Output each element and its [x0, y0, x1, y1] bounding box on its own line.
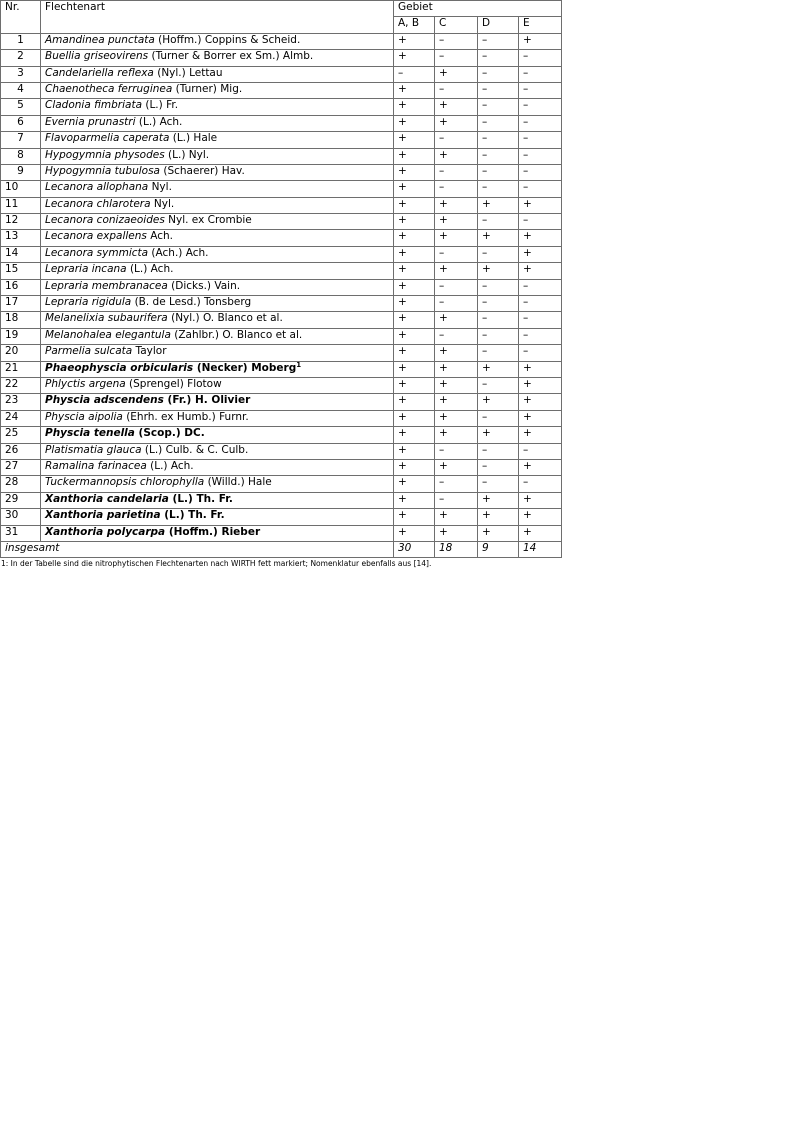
row-number: 20 — [1, 345, 41, 361]
presence-cell: + — [394, 492, 435, 508]
species-name-cell — [41, 164, 394, 180]
presence-cell: + — [519, 263, 562, 279]
species-name-cell — [41, 509, 394, 525]
species-name-cell — [41, 246, 394, 262]
species-genus: Xanthoria candelaria — [45, 492, 169, 505]
presence-cell: + — [519, 509, 562, 525]
table-row — [1, 164, 562, 180]
species-name-cell — [41, 312, 394, 328]
presence-cell: – — [519, 279, 562, 295]
presence-cell: – — [519, 115, 562, 131]
presence-cell: – — [519, 214, 562, 230]
presence-cell: – — [435, 132, 478, 148]
row-number: 7 — [1, 132, 41, 148]
presence-cell: – — [519, 345, 562, 361]
presence-cell: + — [394, 197, 435, 213]
presence-cell: + — [478, 427, 519, 443]
species-genus: Physcia aipolia — [45, 410, 123, 423]
species-name-cell — [41, 181, 394, 197]
presence-cell: + — [478, 525, 519, 541]
species-author: (Scop.) DC. — [138, 427, 205, 440]
species-name-cell — [41, 214, 394, 230]
presence-cell: – — [519, 99, 562, 115]
presence-cell: – — [519, 181, 562, 197]
table-row — [1, 312, 562, 328]
presence-cell: + — [519, 33, 562, 49]
table-row — [1, 427, 562, 443]
species-name-cell — [41, 427, 394, 443]
presence-cell: + — [519, 377, 562, 393]
species-genus: Chaenotheca ferruginea — [45, 82, 173, 95]
species-name-cell — [41, 230, 394, 246]
table-row — [1, 509, 562, 525]
presence-cell: – — [478, 181, 519, 197]
presence-cell: + — [394, 476, 435, 492]
presence-cell: + — [394, 410, 435, 426]
species-genus: Candelariella reflexa — [45, 66, 154, 79]
presence-cell: – — [435, 246, 478, 262]
total-row — [1, 541, 562, 557]
species-author: (L.) Th. Fr. — [172, 492, 233, 505]
presence-cell: – — [519, 132, 562, 148]
table-row — [1, 296, 562, 312]
species-genus: Buellia griseovirens — [45, 50, 149, 63]
species-genus: Parmelia sulcata — [45, 345, 133, 358]
species-genus: Lecanora chlarotera — [45, 197, 151, 210]
presence-cell: – — [519, 66, 562, 82]
table-row — [1, 132, 562, 148]
presence-cell: + — [435, 345, 478, 361]
species-author: (L.) Ach. — [138, 115, 183, 128]
row-number: 25 — [1, 427, 41, 443]
presence-cell: – — [435, 50, 478, 66]
total-label: insgesamt — [1, 541, 394, 557]
species-genus: Platismatia glauca — [45, 443, 142, 456]
table-row — [1, 214, 562, 230]
table-row — [1, 181, 562, 197]
species-name-cell — [41, 82, 394, 98]
presence-cell: – — [519, 296, 562, 312]
presence-cell: – — [435, 296, 478, 312]
presence-cell: – — [478, 148, 519, 164]
presence-cell: – — [478, 50, 519, 66]
species-genus: Melanohalea elegantula — [45, 328, 171, 341]
presence-cell: – — [478, 214, 519, 230]
species-name-cell — [41, 525, 394, 541]
species-name-cell — [41, 115, 394, 131]
presence-cell: + — [394, 99, 435, 115]
presence-cell: – — [478, 328, 519, 344]
species-author: (Nyl.) Lettau — [157, 66, 223, 79]
species-author: Nyl. ex Crombie — [168, 214, 252, 227]
presence-cell: – — [435, 443, 478, 459]
presence-cell: + — [478, 509, 519, 525]
total-count: 18 — [435, 541, 478, 557]
presence-cell: + — [519, 427, 562, 443]
species-name-cell — [41, 476, 394, 492]
presence-cell: – — [478, 312, 519, 328]
species-genus: Xanthoria polycarpa — [45, 525, 166, 538]
presence-cell: + — [394, 50, 435, 66]
presence-cell: – — [478, 476, 519, 492]
table-row — [1, 394, 562, 410]
table-row — [1, 99, 562, 115]
presence-cell: – — [435, 476, 478, 492]
row-number: 5 — [1, 99, 41, 115]
species-author: (Sprengel) Flotow — [129, 377, 222, 390]
species-genus: Phlyctis argena — [45, 377, 126, 390]
presence-cell: + — [394, 279, 435, 295]
presence-cell: + — [394, 345, 435, 361]
table-row — [1, 492, 562, 508]
row-number: 18 — [1, 312, 41, 328]
species-author: Nyl. — [151, 181, 172, 194]
presence-cell: + — [435, 427, 478, 443]
presence-cell: – — [478, 443, 519, 459]
presence-cell: + — [478, 394, 519, 410]
presence-cell: + — [394, 214, 435, 230]
presence-cell: – — [519, 148, 562, 164]
presence-cell: – — [435, 279, 478, 295]
presence-cell: + — [435, 230, 478, 246]
presence-cell: + — [394, 525, 435, 541]
header-species: Flechtenart — [41, 1, 394, 34]
presence-cell: + — [478, 197, 519, 213]
row-number: 30 — [1, 509, 41, 525]
presence-cell: + — [435, 312, 478, 328]
species-name-cell — [41, 410, 394, 426]
row-number: 13 — [1, 230, 41, 246]
species-name-cell — [41, 492, 394, 508]
species-genus: Hypogymnia tubulosa — [45, 164, 160, 177]
species-genus: Physcia adscendens — [45, 394, 164, 407]
row-number: 11 — [1, 197, 41, 213]
presence-cell: + — [394, 263, 435, 279]
footnote-marker: 1 — [296, 361, 302, 369]
presence-cell: + — [519, 230, 562, 246]
presence-cell: – — [435, 328, 478, 344]
table-row — [1, 525, 562, 541]
species-author: (Zahlbr.) O. Blanco et al. — [174, 328, 303, 341]
table-row — [1, 50, 562, 66]
total-count: 14 — [519, 541, 562, 557]
table-row — [1, 33, 562, 49]
presence-cell: – — [519, 50, 562, 66]
species-genus: Lecanora expallens — [45, 230, 147, 243]
presence-cell: + — [435, 459, 478, 475]
presence-cell: + — [435, 66, 478, 82]
header-area-e: E — [519, 17, 562, 33]
presence-cell: + — [394, 230, 435, 246]
species-name-cell — [41, 99, 394, 115]
presence-cell: – — [478, 33, 519, 49]
table-row — [1, 443, 562, 459]
species-author: (L.) Th. Fr. — [164, 509, 225, 522]
presence-cell: + — [478, 492, 519, 508]
table-row — [1, 246, 562, 262]
row-number: 22 — [1, 377, 41, 393]
presence-cell: – — [478, 66, 519, 82]
table-row — [1, 410, 562, 426]
species-genus: Lepraria incana — [45, 263, 127, 276]
presence-cell: – — [435, 181, 478, 197]
table-row — [1, 115, 562, 131]
header-area-c: C — [435, 17, 478, 33]
presence-cell: + — [478, 230, 519, 246]
presence-cell: + — [519, 459, 562, 475]
header-area-d: D — [478, 17, 519, 33]
footnote: 1: In der Tabelle sind die nitrophytischen Flechtenarten nach WIRTH fett markiert; Nomenklatur ebenfalls aus [14]. — [1, 559, 432, 568]
presence-cell: – — [478, 459, 519, 475]
presence-cell: + — [435, 410, 478, 426]
species-author: (L.) Hale — [172, 132, 218, 145]
presence-cell: + — [435, 197, 478, 213]
table-row — [1, 230, 562, 246]
species-author: (Willd.) Hale — [207, 476, 272, 489]
table-row — [1, 263, 562, 279]
species-author: (L.) Ach. — [129, 263, 174, 276]
species-author: (Schaerer) Hav. — [163, 164, 245, 177]
table-row — [1, 476, 562, 492]
lichen-species-table — [0, 0, 562, 558]
presence-cell: + — [478, 361, 519, 377]
species-author: Ach. — [150, 230, 173, 243]
row-number: 29 — [1, 492, 41, 508]
species-name-cell — [41, 345, 394, 361]
presence-cell: + — [435, 148, 478, 164]
row-number: 24 — [1, 410, 41, 426]
presence-cell: + — [394, 394, 435, 410]
table-row — [1, 197, 562, 213]
species-author: (Hoffm.) Coppins & Scheid. — [158, 33, 301, 46]
species-genus: Amandinea punctata — [45, 33, 155, 46]
presence-cell: + — [519, 246, 562, 262]
species-genus: Xanthoria parietina — [45, 509, 161, 522]
presence-cell: + — [394, 459, 435, 475]
presence-cell: + — [519, 492, 562, 508]
species-name-cell — [41, 328, 394, 344]
presence-cell: – — [478, 99, 519, 115]
presence-cell: – — [435, 492, 478, 508]
species-genus: Lecanora symmicta — [45, 246, 149, 259]
presence-cell: + — [435, 99, 478, 115]
row-number: 6 — [1, 115, 41, 131]
row-number: 28 — [1, 476, 41, 492]
presence-cell: + — [394, 312, 435, 328]
species-author: (Turner & Borrer ex Sm.) Almb. — [151, 50, 314, 63]
presence-cell: + — [394, 443, 435, 459]
row-number: 14 — [1, 246, 41, 262]
species-genus: Physcia tenella — [45, 427, 135, 440]
presence-cell: + — [519, 197, 562, 213]
species-author: Nyl. — [153, 197, 175, 210]
species-author: (Ehrh. ex Humb.) Furnr. — [126, 410, 249, 423]
presence-cell: – — [478, 296, 519, 312]
species-author: (Turner) Mig. — [175, 82, 243, 95]
species-genus: Tuckermannopsis chlorophylla — [45, 476, 205, 489]
presence-cell: + — [394, 296, 435, 312]
species-name-cell — [41, 197, 394, 213]
presence-cell: – — [478, 377, 519, 393]
species-author: Taylor — [135, 345, 167, 358]
species-name-cell — [41, 148, 394, 164]
table-row — [1, 345, 562, 361]
species-name-cell — [41, 377, 394, 393]
species-genus: Lecanora allophana — [45, 181, 149, 194]
header-nr: Nr. — [1, 1, 41, 34]
presence-cell: – — [519, 82, 562, 98]
species-name-cell — [41, 66, 394, 82]
row-number: 31 — [1, 525, 41, 541]
presence-cell: + — [435, 214, 478, 230]
species-author: (Ach.) Ach. — [151, 246, 209, 259]
row-number: 10 — [1, 181, 41, 197]
row-number: 8 — [1, 148, 41, 164]
row-number: 27 — [1, 459, 41, 475]
species-genus: Flavoparmelia caperata — [45, 132, 170, 145]
species-author: (Dicks.) Vain. — [171, 279, 241, 292]
presence-cell: + — [435, 377, 478, 393]
row-number: 17 — [1, 296, 41, 312]
species-author: (L.) Nyl. — [168, 148, 210, 161]
row-number: 2 — [1, 50, 41, 66]
species-genus: Ramalina farinacea — [45, 459, 147, 472]
presence-cell: + — [394, 509, 435, 525]
presence-cell: – — [478, 410, 519, 426]
row-number: 23 — [1, 394, 41, 410]
species-genus: Phaeophyscia orbicularis — [45, 361, 194, 374]
presence-cell: + — [519, 410, 562, 426]
row-number: 9 — [1, 164, 41, 180]
total-count: 9 — [478, 541, 519, 557]
presence-cell: + — [394, 181, 435, 197]
total-count: 30 — [394, 541, 435, 557]
table-row — [1, 82, 562, 98]
presence-cell: – — [478, 279, 519, 295]
presence-cell: + — [394, 115, 435, 131]
presence-cell: – — [519, 443, 562, 459]
row-number: 12 — [1, 214, 41, 230]
presence-cell: – — [478, 345, 519, 361]
species-genus: Evernia prunastri — [45, 115, 136, 128]
presence-cell: + — [394, 33, 435, 49]
presence-cell: – — [394, 66, 435, 82]
header-area-group: Gebiet — [394, 1, 562, 17]
row-number: 15 — [1, 263, 41, 279]
table-row — [1, 377, 562, 393]
species-name-cell — [41, 361, 394, 377]
species-name-cell — [41, 132, 394, 148]
row-number: 26 — [1, 443, 41, 459]
presence-cell: – — [519, 328, 562, 344]
presence-cell: – — [435, 164, 478, 180]
presence-cell: + — [394, 328, 435, 344]
species-author: (B. de Lesd.) Tonsberg — [134, 296, 252, 309]
presence-cell: + — [519, 394, 562, 410]
row-number: 4 — [1, 82, 41, 98]
presence-cell: – — [519, 312, 562, 328]
species-name-cell — [41, 33, 394, 49]
species-name-cell — [41, 279, 394, 295]
species-name-cell — [41, 263, 394, 279]
species-genus: Lecanora conizaeoides — [45, 214, 165, 227]
presence-cell: + — [435, 361, 478, 377]
species-author: (L.) Culb. & C. Culb. — [144, 443, 249, 456]
species-name-cell — [41, 394, 394, 410]
species-name-cell — [41, 443, 394, 459]
presence-cell: + — [435, 394, 478, 410]
presence-cell: – — [478, 246, 519, 262]
species-author: (L.) Ach. — [150, 459, 194, 472]
header-area-ab: A, B — [394, 17, 435, 33]
table-header-row — [1, 1, 562, 17]
species-author: (Fr.) H. Olivier — [167, 394, 251, 407]
species-genus: Melanelixia subaurifera — [45, 312, 168, 325]
presence-cell: + — [394, 377, 435, 393]
table-row — [1, 459, 562, 475]
presence-cell: + — [435, 115, 478, 131]
row-number: 1 — [1, 33, 41, 49]
presence-cell: + — [394, 164, 435, 180]
presence-cell: + — [394, 246, 435, 262]
row-number: 16 — [1, 279, 41, 295]
species-genus: Lepraria membranacea — [45, 279, 168, 292]
species-genus: Cladonia fimbriata — [45, 99, 143, 112]
species-genus: Hypogymnia physodes — [45, 148, 165, 161]
presence-cell: + — [519, 525, 562, 541]
presence-cell: – — [435, 33, 478, 49]
row-number: 21 — [1, 361, 41, 377]
table-row — [1, 279, 562, 295]
species-name-cell — [41, 459, 394, 475]
presence-cell: + — [394, 427, 435, 443]
presence-cell: – — [478, 82, 519, 98]
row-number: 3 — [1, 66, 41, 82]
species-author: (Hoffm.) Rieber — [168, 525, 261, 538]
table-row — [1, 361, 562, 377]
species-author: (Nyl.) O. Blanco et al. — [171, 312, 283, 325]
presence-cell: – — [478, 164, 519, 180]
table-row — [1, 148, 562, 164]
presence-cell: + — [394, 361, 435, 377]
species-name-cell — [41, 296, 394, 312]
presence-cell: + — [435, 525, 478, 541]
presence-cell: + — [478, 263, 519, 279]
table-row — [1, 328, 562, 344]
species-name-cell — [41, 50, 394, 66]
presence-cell: + — [435, 263, 478, 279]
presence-cell: + — [394, 148, 435, 164]
presence-cell: – — [519, 164, 562, 180]
presence-cell: – — [519, 476, 562, 492]
presence-cell: + — [519, 361, 562, 377]
species-genus: Lepraria rigidula — [45, 296, 132, 309]
species-author: (Necker) Moberg — [196, 361, 297, 374]
presence-cell: – — [478, 132, 519, 148]
presence-cell: – — [478, 115, 519, 131]
row-number: 19 — [1, 328, 41, 344]
presence-cell: + — [435, 509, 478, 525]
table-row — [1, 66, 562, 82]
species-author: (L.) Fr. — [145, 99, 179, 112]
presence-cell: + — [394, 82, 435, 98]
presence-cell: – — [435, 82, 478, 98]
presence-cell: + — [394, 132, 435, 148]
